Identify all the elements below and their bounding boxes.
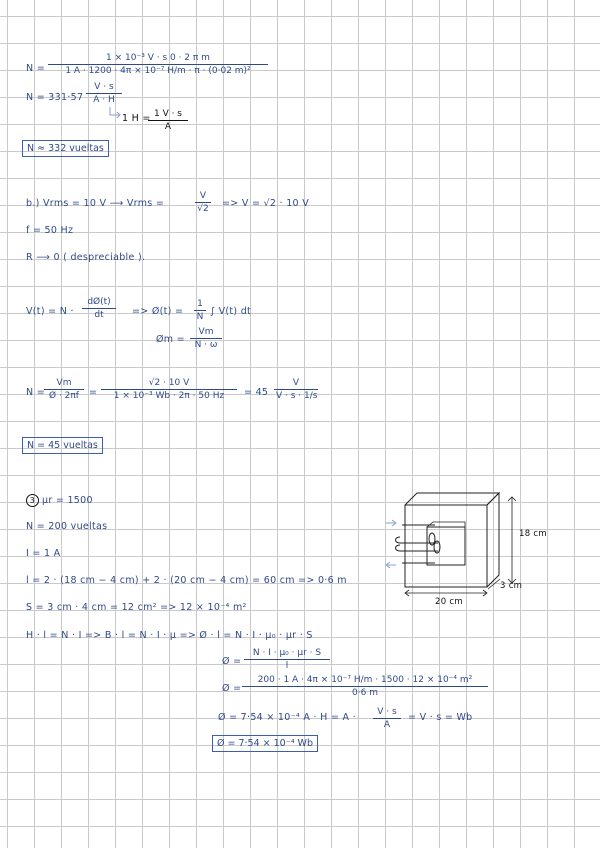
dim-depth-label: 3 cm — [500, 581, 523, 591]
part-3-turns: N = 200 vueltas — [26, 521, 108, 532]
part-b-eq1-numerator: dØ(t) — [87, 297, 111, 307]
part-3-phi1-denominator: l — [244, 659, 330, 671]
part-3-hl-relation: H · l = N · I => B · l = N · I · μ => Ø · l = N · I · μ₀ · μr · S — [26, 630, 313, 641]
part-b-eq2-denominator: N · ω — [190, 338, 222, 350]
part-a-n-denominator: 1 A · 1200 · 4π × 10⁻⁷ H/m · π · (0·02 m)² — [48, 64, 268, 76]
part-a-result-box: N ≈ 332 vueltas — [22, 140, 109, 157]
henry-denominator: A — [148, 120, 188, 132]
part-b-vrms-numerator: V — [199, 191, 207, 201]
part-b-n-numerator2: √2 · 10 V — [148, 378, 190, 388]
part-3-mu — [26, 494, 93, 507]
part-a-units-denominator: A · H — [86, 93, 122, 105]
part-b-frequency: f = 50 Hz — [26, 225, 74, 236]
part-b-eq1-denominator: dt — [82, 308, 116, 320]
part-3-phi3-left: Ø = 7·54 × 10⁻⁴ A · H = A · — [218, 712, 356, 723]
part-b-n-denominator2: 1 × 10⁻³ Wb · 2π · 50 Hz — [101, 389, 237, 401]
part-b-line1: b.) Vrms = 10 V ⟶ Vrms = — [26, 198, 165, 209]
henry-fraction — [148, 109, 188, 132]
part-b-eq1-tail: ∫ V(t) dt — [210, 306, 252, 317]
part-a-n-fraction — [48, 53, 268, 76]
part-3-phi1-left: Ø = — [222, 656, 242, 667]
part-b-resistance: R ⟶ 0 ( despreciable ). — [26, 252, 146, 263]
part-3-phi3-tail: = V · s = Wb — [408, 712, 473, 723]
part-b-n-units-denominator: V · s · 1/s — [276, 391, 318, 401]
part-b-n-left: N = — [26, 387, 45, 398]
magnetic-core-diagram — [380, 485, 580, 610]
part-a-units-fraction — [86, 82, 122, 105]
part-b-vrms-fraction — [195, 191, 211, 214]
section-number-circle: 3 — [26, 494, 39, 507]
part-b-eq2-fraction — [190, 327, 222, 350]
part-b-result-box: N = 45 vueltas — [22, 437, 103, 454]
part-b-eq2-numerator: Vm — [198, 327, 214, 337]
part-3-phi2-fraction — [242, 675, 488, 698]
part-3-phi2-left: Ø = — [222, 683, 242, 694]
part-b-vrms-denominator: √2 — [195, 202, 211, 214]
part-a-n-value: N = 331·57 — [26, 92, 84, 103]
part-b-eq1-mid-fraction — [194, 299, 206, 322]
dim-height-label: 18 cm — [519, 529, 547, 539]
part-3-length: l = 2 · (18 cm − 4 cm) + 2 · (20 cm − 4 cm) = 60 cm => 0·6 m — [26, 575, 347, 586]
part-b-n-numerator1: Vm — [56, 378, 72, 388]
part-3-section: S = 3 cm · 4 cm = 12 cm² => 12 × 10⁻⁴ m² — [26, 602, 247, 613]
part-b-eq1-mid-denominator: N — [194, 310, 206, 322]
part-b-n-equals: = — [89, 387, 98, 398]
part-b-n-denominator1: Ø · 2πf — [44, 389, 84, 401]
part-3-phi3-fraction — [373, 707, 401, 730]
part-3-phi2-denominator: 0·6 m — [242, 686, 488, 698]
henry-numerator: 1 V · s — [153, 109, 182, 119]
arrow-icon — [108, 106, 122, 120]
part-b-eq1-mid-numerator: 1 — [197, 299, 203, 309]
part-a-units-numerator: V · s — [94, 82, 114, 92]
part-b-n-units-numerator: V — [292, 378, 300, 388]
part-b-eq2-left: Øm = — [156, 334, 185, 345]
part-3-phi1-fraction — [244, 648, 330, 671]
part-b-eq1-mid: => Ø(t) = — [132, 306, 184, 317]
part-3-phi1-numerator: N · I · μ₀ · μr · S — [252, 648, 322, 658]
part-b-eq1-fraction — [82, 297, 116, 320]
part-b-n-fraction2 — [101, 378, 237, 401]
dim-width-label: 20 cm — [435, 597, 463, 607]
part-b-n-units-fraction — [274, 378, 318, 401]
part-3-mu-text: μr = 1500 — [42, 495, 93, 506]
part-3-phi3-numerator: V · s — [377, 707, 397, 717]
part-a-n-numerator: 1 × 10⁻³ V · s 0 · 2 π m — [106, 53, 210, 63]
part-b-line1-tail: => V = √2 · 10 V — [222, 198, 310, 209]
part-3-result-box: Ø = 7·54 × 10⁻⁴ Wb — [212, 735, 318, 752]
henry-label: 1 H = — [122, 113, 151, 124]
part-a-n-label: N = — [26, 63, 45, 74]
part-b-n-fraction1 — [44, 378, 84, 401]
part-b-eq1-left: V(t) = N · — [26, 306, 74, 317]
part-3-phi3-denominator: A — [373, 718, 401, 730]
part-3-phi2-numerator: 200 · 1 A · 4π × 10⁻⁷ H/m · 1500 · 12 × 10⁻⁴ m² — [257, 675, 473, 685]
part-3-current: I = 1 A — [26, 548, 61, 559]
part-b-n-result-value: = 45 — [244, 387, 269, 398]
